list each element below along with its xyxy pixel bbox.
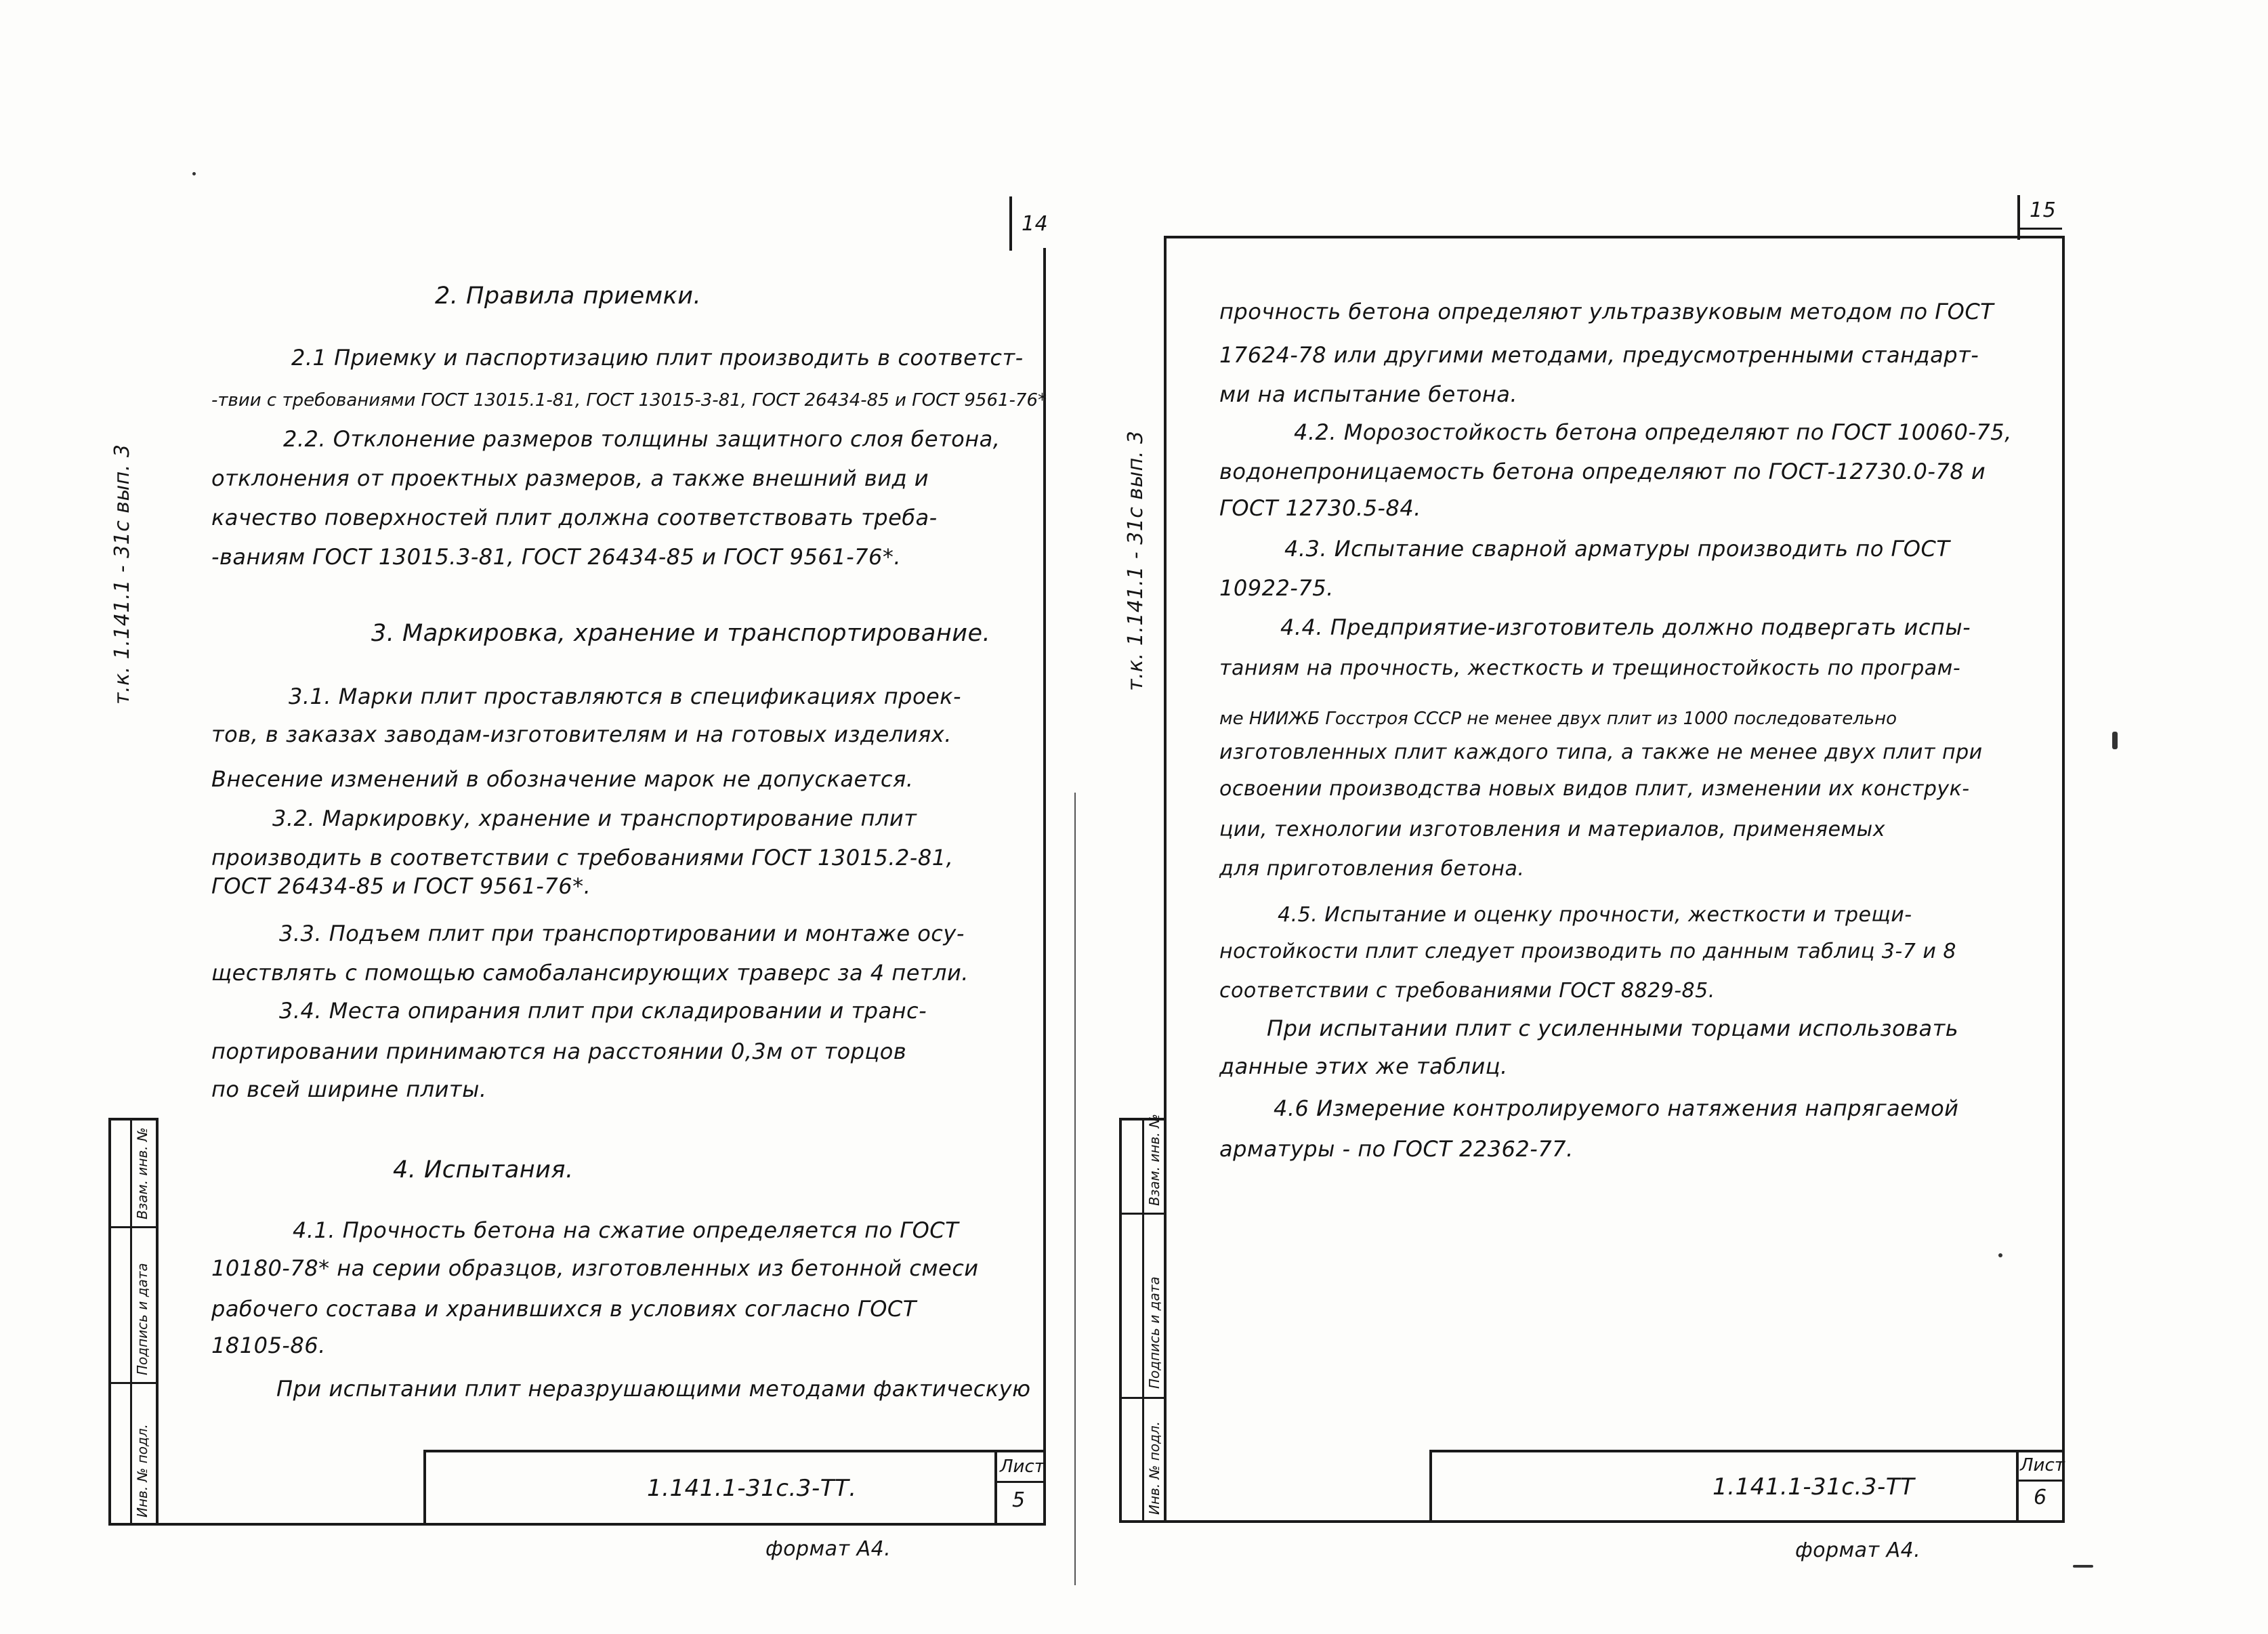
right-strip-line1 <box>1119 1213 1167 1215</box>
right-strip-label-3: Взам. инв. № <box>1146 1114 1162 1206</box>
right-line-12: изготовленных плит каждого типа, а также не менее двух плит при <box>1219 740 1983 764</box>
right-line-14: ции, технологии изготовления и материалов, применяемых <box>1219 818 1885 841</box>
left-format-label: формат А4. <box>765 1537 891 1561</box>
right-strip-divider <box>1142 1118 1144 1523</box>
left-heading-2: 2. Правила приемки. <box>435 282 702 310</box>
right-titleblock-sheet-divider <box>2016 1450 2019 1523</box>
right-titleblock-sheet-line <box>2016 1480 2065 1482</box>
left-line-3-7: 3.3. Подъем плит при транспортировании и монтаже осу- <box>279 921 965 946</box>
right-line-21: 4.6 Измерение контролируемого натяжения напрягаемой <box>1274 1095 1959 1121</box>
right-sheetnum-base <box>2017 228 2062 230</box>
right-side-label: т.к. 1.141.1 - 31с вып. 3 <box>1124 430 1148 691</box>
left-sheet-label: Лист <box>1000 1457 1045 1477</box>
left-line-3-1: 3.1. Марки плит проставляются в спецификациях проек- <box>289 684 962 709</box>
right-line-6: ГОСТ 12730.5-84. <box>1219 495 1421 521</box>
left-heading-4: 4. Испытания. <box>393 1156 574 1183</box>
left-line-3-11: по всей ширине плиты. <box>211 1076 487 1102</box>
left-strip-label-2: Подпись и дата <box>134 1263 150 1375</box>
left-line-4-1: 4.1. Прочность бетона на сжатие определяется по ГОСТ <box>293 1217 959 1243</box>
right-doc-code: 1.141.1-31с.3-ТТ <box>1713 1473 1915 1501</box>
right-frame-right <box>2062 236 2065 1523</box>
right-format-label: формат А4. <box>1795 1538 1921 1562</box>
scan-speck <box>2112 732 2118 749</box>
left-line-4: отклонения от проектных размеров, а также внешний вид и <box>211 465 929 491</box>
left-strip-divider <box>130 1118 132 1526</box>
right-line-10: таниям на прочность, жесткость и трещиностойкость по програм- <box>1219 656 1961 680</box>
left-line-4-4: 18105-86. <box>211 1333 326 1358</box>
right-sheet-value: 6 <box>2034 1486 2047 1509</box>
left-line-3-3: Внесение изменений в обозначение марок не допускается. <box>211 766 914 792</box>
left-side-label: т.к. 1.141.1 - 31с вып. 3 <box>110 444 134 705</box>
left-line-5: качество поверхностей плит должна соответствовать треба- <box>211 505 938 530</box>
left-line-1: 2.1 Приемку и паспортизацию плит производить в соответст- <box>291 345 1024 371</box>
left-line-3-2: тов, в заказах заводам-изготовителям и на готовых изделиях. <box>211 721 952 747</box>
left-line-3-6: ГОСТ 26434-85 и ГОСТ 9561-76*. <box>211 873 591 899</box>
right-line-20: данные этих же таблиц. <box>1219 1053 1508 1079</box>
right-line-2: 17624-78 или другими методами, предусмотренными стандарт- <box>1219 342 1979 368</box>
scan-speck <box>1998 1253 2002 1257</box>
page-fold-line <box>1074 793 1076 1585</box>
left-sheet-number: 14 <box>1022 212 1049 236</box>
right-line-22: арматуры - по ГОСТ 22362-77. <box>1219 1136 1574 1162</box>
left-sheet-value: 5 <box>1012 1488 1026 1512</box>
right-line-8: 10922-75. <box>1219 575 1334 601</box>
right-sheetnum-divider <box>2017 195 2020 240</box>
left-line-6: -ваниям ГОСТ 13015.3-81, ГОСТ 26434-85 и ГОСТ 9561-76*. <box>211 544 902 570</box>
left-frame-bottom <box>108 1523 1046 1526</box>
left-line-3-4: 3.2. Маркировку, хранение и транспортирование плит <box>272 805 917 831</box>
left-line-3: 2.2. Отклонение размеров толщины защитного слоя бетона, <box>283 426 1001 452</box>
left-titleblock-left <box>423 1450 426 1526</box>
left-heading-3: 3. Маркировка, хранение и транспортирование. <box>371 620 991 647</box>
right-line-15: для приготовления бетона. <box>1219 857 1525 881</box>
right-frame-top <box>1164 236 2065 238</box>
right-frame-bottom <box>1119 1520 2065 1523</box>
left-titleblock-sheet-line <box>994 1481 1046 1483</box>
scan-speck <box>192 172 196 175</box>
left-doc-code: 1.141.1-31с.3-ТТ. <box>647 1475 857 1502</box>
left-line-3-9: 3.4. Места опирания плит при складировании и транс- <box>279 998 927 1024</box>
right-line-3: ми на испытание бетона. <box>1219 381 1518 407</box>
left-titleblock-sheet-divider <box>994 1450 997 1526</box>
right-sheet-label: Лист <box>2020 1455 2065 1475</box>
left-line-2: -твии с требованиями ГОСТ 13015.1-81, ГОСТ 13015-3-81, ГОСТ 26434-85 и ГОСТ 9561-76* <box>211 390 1047 411</box>
left-frame-right <box>1043 248 1046 1526</box>
right-strip-label-1: Инв. № подл. <box>1146 1421 1162 1515</box>
left-sheetnum-divider <box>1009 196 1012 251</box>
left-line-3-10: портировании принимаются на расстоянии 0,3м от торцов <box>211 1039 907 1064</box>
right-titleblock-left <box>1429 1450 1432 1523</box>
left-strip-line2 <box>108 1382 159 1384</box>
left-line-3-5: производить в соответствии с требованиями ГОСТ 13015.2-81, <box>211 845 954 871</box>
right-line-18: соответствии с требованиями ГОСТ 8829-85. <box>1219 979 1715 1003</box>
left-line-4-3: рабочего состава и хранившихся в условиях согласно ГОСТ <box>211 1296 917 1322</box>
right-line-9: 4.4. Предприятие-изготовитель должно подвергать испы- <box>1280 614 1971 640</box>
right-line-17: ностойкости плит следует производить по данным таблиц 3-7 и 8 <box>1219 940 1956 963</box>
right-line-16: 4.5. Испытание и оценку прочности, жесткости и трещи- <box>1278 903 1912 927</box>
right-sheet-number: 15 <box>2030 198 2057 222</box>
right-line-19: При испытании плит с усиленными торцами использовать <box>1267 1015 1959 1041</box>
left-strip-line1 <box>108 1226 159 1228</box>
right-line-11: ме НИИЖБ Госстроя СССР не менее двух плит из 1000 последовательно <box>1219 709 1897 729</box>
left-titleblock-top <box>423 1450 1046 1452</box>
right-line-13: освоении производства новых видов плит, изменении их конструк- <box>1219 777 1970 801</box>
right-line-4: 4.2. Морозостойкость бетона определяют по ГОСТ 10060-75, <box>1294 419 2012 445</box>
left-strip <box>108 1118 159 1526</box>
left-strip-label-3: Взам. инв. № <box>134 1127 150 1219</box>
left-line-4-5: При испытании плит неразрушающими методами фактическую <box>276 1376 1031 1402</box>
scan-speck <box>2073 1565 2093 1568</box>
left-line-3-8: ществлять с помощью самобалансирующих траверс за 4 петли. <box>211 960 969 986</box>
right-titleblock-top <box>1429 1450 2065 1452</box>
left-line-4-2: 10180-78* на серии образцов, изготовленных из бетонной смеси <box>211 1255 979 1281</box>
right-strip-line2 <box>1119 1397 1167 1399</box>
left-strip-label-1: Инв. № подл. <box>134 1424 150 1517</box>
right-line-5: водонепроницаемость бетона определяют по ГОСТ-12730.0-78 и <box>1219 459 1986 484</box>
right-line-7: 4.3. Испытание сварной арматуры производить по ГОСТ <box>1284 536 1950 562</box>
right-line-1: прочность бетона определяют ультразвуковым методом по ГОСТ <box>1219 299 1994 324</box>
right-strip-label-2: Подпись и дата <box>1146 1276 1162 1389</box>
